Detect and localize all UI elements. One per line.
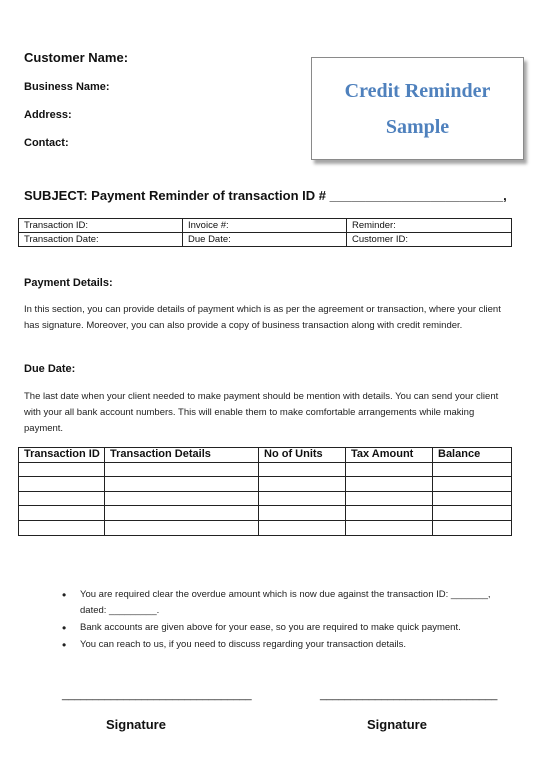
table-row xyxy=(19,462,512,477)
signature-label-right: Signature xyxy=(367,717,427,732)
table-cell[interactable] xyxy=(259,506,346,521)
table-cell[interactable] xyxy=(259,477,346,492)
list-item: • You are required clear the overdue amount which is now due against the transaction ID: _______, dated: _________. xyxy=(62,587,512,619)
table-cell[interactable] xyxy=(19,491,105,506)
table-cell[interactable] xyxy=(105,520,259,535)
transaction-id-cell: Transaction ID: xyxy=(19,219,183,233)
signature-label-left: Signature xyxy=(106,717,166,732)
table-cell[interactable] xyxy=(105,462,259,477)
due-date-cell: Due Date: xyxy=(183,233,347,247)
col-no-of-units: No of Units xyxy=(259,448,346,463)
table-row xyxy=(19,219,512,233)
table-cell[interactable] xyxy=(433,520,512,535)
title-box xyxy=(311,57,524,160)
due-date-paragraph: The last date when your client needed to make payment should be mention with details. You can send your client with your all bank account numbers. This will enable them to make comfortable arrangements while making payment. xyxy=(24,391,499,434)
table-cell[interactable] xyxy=(433,491,512,506)
table-cell[interactable] xyxy=(105,477,259,492)
title-line-2: Sample xyxy=(385,115,450,138)
transaction-info-table xyxy=(18,218,512,247)
contact-label: Contact: xyxy=(24,137,69,149)
address-label: Address: xyxy=(24,109,72,121)
table-cell[interactable] xyxy=(346,477,433,492)
transaction-units-table xyxy=(18,447,512,536)
col-tax-amount: Tax Amount xyxy=(346,448,433,463)
table-cell[interactable] xyxy=(346,491,433,506)
list-item: • You can reach to us, if you need to discuss regarding your transaction details. xyxy=(62,637,512,653)
table-cell[interactable] xyxy=(433,477,512,492)
table-cell[interactable] xyxy=(346,462,433,477)
table-cell[interactable] xyxy=(346,506,433,521)
invoice-cell: Invoice #: xyxy=(183,219,347,233)
table-row xyxy=(19,520,512,535)
table-cell[interactable] xyxy=(433,506,512,521)
business-name-label: Business Name: xyxy=(24,81,110,93)
notes-list xyxy=(62,587,512,654)
col-transaction-id: Transaction ID xyxy=(19,448,105,463)
table-row xyxy=(19,491,512,506)
subject-line: SUBJECT: Payment Reminder of transaction ID # ________________________, xyxy=(24,188,507,203)
list-item: • Bank accounts are given above for your ease, so you are required to make quick payment. xyxy=(62,620,512,636)
table-cell[interactable] xyxy=(105,506,259,521)
payment-details-paragraph: In this section, you can provide details of payment which is as per the agreement or transaction, where your client has signature. Moreover, you can also provide a copy of business transaction along with credit reminder. xyxy=(24,304,501,331)
col-transaction-details: Transaction Details xyxy=(105,448,259,463)
reminder-cell: Reminder: xyxy=(347,219,512,233)
table-cell[interactable] xyxy=(19,506,105,521)
title-line-1: Credit Reminder xyxy=(344,79,491,102)
due-date-heading: Due Date: xyxy=(24,363,76,375)
signature-line-left: _______________________________ xyxy=(62,689,252,701)
table-cell[interactable] xyxy=(259,491,346,506)
table-cell[interactable] xyxy=(19,520,105,535)
table-header-row xyxy=(19,448,512,463)
col-balance: Balance xyxy=(433,448,512,463)
payment-details-heading: Payment Details: xyxy=(24,277,113,289)
table-row xyxy=(19,506,512,521)
table-cell[interactable] xyxy=(346,520,433,535)
table-row xyxy=(19,477,512,492)
table-cell[interactable] xyxy=(19,477,105,492)
table-cell[interactable] xyxy=(259,520,346,535)
table-cell[interactable] xyxy=(19,462,105,477)
table-row xyxy=(19,233,512,247)
customer-name-label: Customer Name: xyxy=(24,50,129,65)
table-cell[interactable] xyxy=(433,462,512,477)
customer-id-cell: Customer ID: xyxy=(347,233,512,247)
table-cell[interactable] xyxy=(259,462,346,477)
transaction-date-cell: Transaction Date: xyxy=(19,233,183,247)
signature-line-right: _____________________________ xyxy=(320,689,498,701)
table-cell[interactable] xyxy=(105,491,259,506)
